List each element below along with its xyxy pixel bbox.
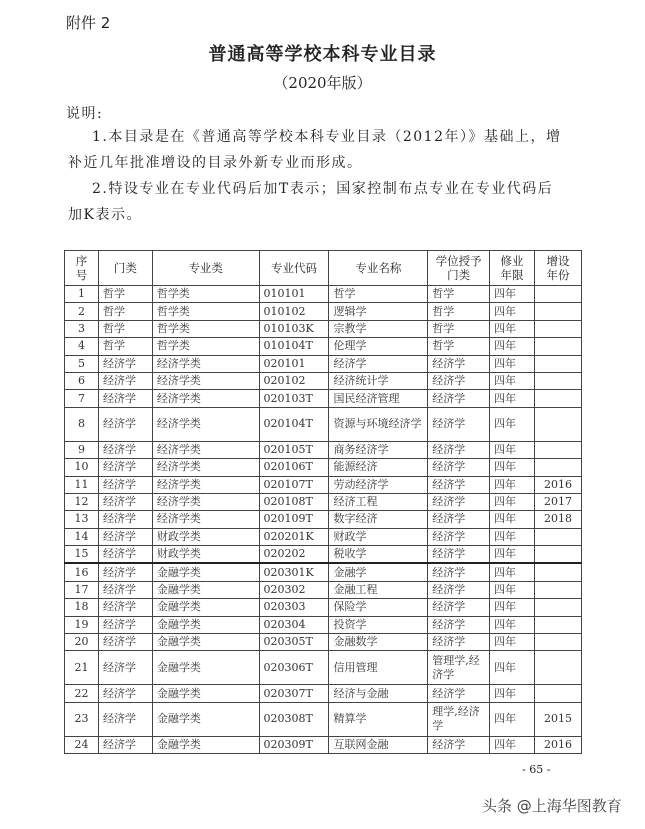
cell-year-added: 2015: [534, 702, 581, 736]
cell-year-added: [534, 634, 581, 651]
cell-degree: 经济学: [428, 563, 490, 581]
cell-category: 经济学: [98, 685, 152, 702]
header-category: 门类: [98, 251, 152, 286]
cell-subject-class: 金融学类: [152, 599, 259, 616]
table-row: [65, 685, 582, 702]
note-line: 1.本目录是在《普通高等学校本科专业目录（2012年）》基础上，增: [92, 129, 562, 145]
cell-subject-class: 金融学类: [152, 634, 259, 651]
cell-degree: 经济学: [428, 581, 490, 598]
cell-code: 020104T: [259, 407, 329, 441]
cell-index: 1: [65, 286, 99, 303]
cell-category: 经济学: [98, 493, 152, 510]
cell-year-added: [534, 303, 581, 320]
cell-duration: 四年: [490, 634, 535, 651]
cell-major-name: 保险学: [329, 599, 428, 616]
table-row: [65, 355, 582, 372]
cell-major-name: 国民经济管理: [329, 390, 428, 407]
cell-index: 6: [65, 372, 99, 389]
cell-subject-class: 经济学类: [152, 459, 259, 476]
cell-code: 020108T: [259, 493, 329, 510]
document-title: 普通高等学校本科专业目录: [208, 44, 437, 65]
cell-code: 020304: [259, 616, 329, 633]
cell-index: 7: [65, 390, 99, 407]
table-row: [65, 286, 582, 303]
cell-major-name: 互联网金融: [329, 736, 428, 753]
header-duration: 修业年限: [490, 251, 535, 286]
cell-code: 020103T: [259, 390, 329, 407]
cell-year-added: [534, 286, 581, 303]
cell-category: 经济学: [98, 651, 152, 685]
table-row: [65, 338, 582, 355]
cell-major-name: 伦理学: [329, 338, 428, 355]
cell-major-name: 宗教学: [329, 320, 428, 337]
cell-category: 经济学: [98, 581, 152, 598]
cell-subject-class: 经济学类: [152, 355, 259, 372]
cell-index: 17: [65, 581, 99, 598]
cell-major-name: 金融工程: [329, 581, 428, 598]
cell-index: 11: [65, 476, 99, 493]
cell-year-added: [534, 320, 581, 337]
major-catalog-table: [64, 250, 582, 754]
cell-duration: 四年: [490, 286, 535, 303]
cell-category: 经济学: [98, 372, 152, 389]
cell-duration: 四年: [490, 511, 535, 528]
table-row: [65, 390, 582, 407]
cell-year-added: 2016: [534, 736, 581, 753]
table-row: [65, 476, 582, 493]
header-year-added: 增设年份: [534, 251, 581, 286]
table-row: [65, 407, 582, 441]
cell-category: 经济学: [98, 355, 152, 372]
cell-major-name: 资源与环境经济学: [329, 407, 428, 441]
cell-degree: 经济学: [428, 372, 490, 389]
cell-subject-class: 金融学类: [152, 581, 259, 598]
cell-degree: 经济学: [428, 407, 490, 441]
cell-duration: 四年: [490, 355, 535, 372]
cell-index: 23: [65, 702, 99, 736]
cell-duration: 四年: [490, 407, 535, 441]
cell-year-added: [534, 390, 581, 407]
cell-index: 15: [65, 546, 99, 564]
cell-subject-class: 哲学类: [152, 286, 259, 303]
cell-major-name: 税收学: [329, 546, 428, 564]
cell-subject-class: 经济学类: [152, 493, 259, 510]
table-row: [65, 736, 582, 753]
cell-code: 020109T: [259, 511, 329, 528]
cell-subject-class: 经济学类: [152, 441, 259, 458]
cell-category: 哲学: [98, 338, 152, 355]
cell-major-name: 精算学: [329, 702, 428, 736]
cell-code: 020306T: [259, 651, 329, 685]
cell-index: 16: [65, 563, 99, 581]
cell-category: 经济学: [98, 390, 152, 407]
table-row: [65, 616, 582, 633]
cell-degree: 经济学: [428, 685, 490, 702]
table-row: [65, 511, 582, 528]
cell-degree: 哲学: [428, 303, 490, 320]
cell-index: 4: [65, 338, 99, 355]
cell-year-added: [534, 546, 581, 564]
cell-code: 010101: [259, 286, 329, 303]
cell-duration: 四年: [490, 303, 535, 320]
cell-code: 020105T: [259, 441, 329, 458]
cell-duration: 四年: [490, 320, 535, 337]
cell-degree: 经济学: [428, 493, 490, 510]
cell-degree: 经济学: [428, 736, 490, 753]
cell-major-name: 商务经济学: [329, 441, 428, 458]
cell-major-name: 经济学: [329, 355, 428, 372]
cell-year-added: [534, 355, 581, 372]
cell-major-name: 逻辑学: [329, 303, 428, 320]
table-row: [65, 581, 582, 598]
note-line: 补近几年批准增设的目录外新专业而形成。: [68, 155, 363, 171]
cell-subject-class: 经济学类: [152, 372, 259, 389]
cell-index: 8: [65, 407, 99, 441]
cell-code: 020302: [259, 581, 329, 598]
cell-major-name: 金融学: [329, 563, 428, 581]
cell-category: 经济学: [98, 634, 152, 651]
cell-degree: 管理学,经济学: [428, 651, 490, 685]
cell-duration: 四年: [490, 599, 535, 616]
cell-code: 020102: [259, 372, 329, 389]
cell-index: 24: [65, 736, 99, 753]
cell-duration: 四年: [490, 528, 535, 545]
table-row: [65, 563, 582, 581]
cell-category: 经济学: [98, 599, 152, 616]
cell-category: 哲学: [98, 320, 152, 337]
cell-index: 21: [65, 651, 99, 685]
cell-code: 020305T: [259, 634, 329, 651]
cell-subject-class: 财政学类: [152, 528, 259, 545]
cell-code: 010104T: [259, 338, 329, 355]
watermark: 头条 @上海华图教育: [482, 797, 622, 815]
notes-heading: 说明:: [66, 106, 104, 122]
page-number: - 65 -: [522, 763, 551, 776]
cell-subject-class: 哲学类: [152, 303, 259, 320]
cell-index: 18: [65, 599, 99, 616]
table-row: [65, 546, 582, 564]
cell-year-added: [534, 651, 581, 685]
cell-subject-class: 哲学类: [152, 320, 259, 337]
cell-duration: 四年: [490, 476, 535, 493]
cell-duration: 四年: [490, 616, 535, 633]
cell-major-name: 数字经济: [329, 511, 428, 528]
cell-year-added: 2018: [534, 511, 581, 528]
cell-major-name: 经济工程: [329, 493, 428, 510]
note-line: 加K表示。: [68, 207, 142, 223]
cell-index: 13: [65, 511, 99, 528]
cell-code: 020309T: [259, 736, 329, 753]
table-row: [65, 651, 582, 685]
cell-duration: 四年: [490, 651, 535, 685]
cell-code: 020107T: [259, 476, 329, 493]
cell-code: 020202: [259, 546, 329, 564]
cell-category: 经济学: [98, 736, 152, 753]
cell-category: 经济学: [98, 702, 152, 736]
cell-code: 020307T: [259, 685, 329, 702]
cell-degree: 经济学: [428, 476, 490, 493]
cell-duration: 四年: [490, 390, 535, 407]
table-header-row: [65, 251, 582, 286]
table-row: [65, 702, 582, 736]
cell-degree: 理学,经济学: [428, 702, 490, 736]
cell-category: 经济学: [98, 476, 152, 493]
attachment-label: 附件 2: [66, 14, 111, 32]
cell-duration: 四年: [490, 563, 535, 581]
cell-code: 010103K: [259, 320, 329, 337]
cell-degree: 哲学: [428, 338, 490, 355]
edition-label: （2020年版）: [273, 74, 372, 92]
cell-category: 哲学: [98, 286, 152, 303]
cell-category: 经济学: [98, 511, 152, 528]
cell-major-name: 财政学: [329, 528, 428, 545]
cell-subject-class: 金融学类: [152, 616, 259, 633]
cell-degree: 经济学: [428, 355, 490, 372]
cell-category: 经济学: [98, 546, 152, 564]
cell-duration: 四年: [490, 581, 535, 598]
cell-duration: 四年: [490, 459, 535, 476]
cell-index: 22: [65, 685, 99, 702]
cell-duration: 四年: [490, 546, 535, 564]
cell-subject-class: 经济学类: [152, 390, 259, 407]
cell-duration: 四年: [490, 685, 535, 702]
cell-major-name: 经济统计学: [329, 372, 428, 389]
cell-year-added: [534, 616, 581, 633]
cell-major-name: 信用管理: [329, 651, 428, 685]
cell-duration: 四年: [490, 702, 535, 736]
cell-code: 020301K: [259, 563, 329, 581]
cell-duration: 四年: [490, 493, 535, 510]
cell-degree: 经济学: [428, 390, 490, 407]
cell-year-added: 2017: [534, 493, 581, 510]
cell-degree: 经济学: [428, 634, 490, 651]
cell-year-added: 2016: [534, 476, 581, 493]
cell-degree: 经济学: [428, 459, 490, 476]
note-line: 2.特设专业在专业代码后加T表示；国家控制布点专业在专业代码后: [92, 181, 554, 197]
table-row: [65, 320, 582, 337]
cell-major-name: 经济与金融: [329, 685, 428, 702]
cell-degree: 经济学: [428, 528, 490, 545]
cell-year-added: [534, 372, 581, 389]
cell-major-name: 投资学: [329, 616, 428, 633]
cell-index: 20: [65, 634, 99, 651]
header-major-name: 专业名称: [329, 251, 428, 286]
cell-category: 经济学: [98, 528, 152, 545]
table-row: [65, 303, 582, 320]
header-code: 专业代码: [259, 251, 329, 286]
cell-year-added: [534, 599, 581, 616]
cell-subject-class: 财政学类: [152, 546, 259, 564]
cell-category: 经济学: [98, 407, 152, 441]
cell-subject-class: 经济学类: [152, 476, 259, 493]
cell-year-added: [534, 459, 581, 476]
cell-year-added: [534, 685, 581, 702]
cell-index: 2: [65, 303, 99, 320]
table-row: [65, 441, 582, 458]
cell-year-added: [534, 441, 581, 458]
cell-major-name: 能源经济: [329, 459, 428, 476]
cell-degree: 哲学: [428, 286, 490, 303]
cell-degree: 哲学: [428, 320, 490, 337]
table-row: [65, 493, 582, 510]
cell-duration: 四年: [490, 441, 535, 458]
cell-index: 19: [65, 616, 99, 633]
cell-degree: 经济学: [428, 599, 490, 616]
cell-subject-class: 经济学类: [152, 511, 259, 528]
cell-year-added: [534, 338, 581, 355]
cell-index: 9: [65, 441, 99, 458]
cell-subject-class: 金融学类: [152, 651, 259, 685]
cell-code: 020106T: [259, 459, 329, 476]
cell-category: 哲学: [98, 303, 152, 320]
cell-major-name: 金融数学: [329, 634, 428, 651]
cell-major-name: 哲学: [329, 286, 428, 303]
cell-duration: 四年: [490, 372, 535, 389]
cell-degree: 经济学: [428, 511, 490, 528]
cell-code: 010102: [259, 303, 329, 320]
cell-index: 5: [65, 355, 99, 372]
header-degree: 学位授予门类: [428, 251, 490, 286]
table-row: [65, 528, 582, 545]
cell-subject-class: 金融学类: [152, 563, 259, 581]
cell-code: 020303: [259, 599, 329, 616]
cell-index: 12: [65, 493, 99, 510]
table-row: [65, 599, 582, 616]
header-index: 序号: [65, 251, 99, 286]
header-subject-class: 专业类: [152, 251, 259, 286]
cell-code: 020308T: [259, 702, 329, 736]
table-row: [65, 372, 582, 389]
cell-index: 14: [65, 528, 99, 545]
cell-year-added: [534, 528, 581, 545]
cell-subject-class: 经济学类: [152, 407, 259, 441]
cell-degree: 经济学: [428, 441, 490, 458]
cell-subject-class: 金融学类: [152, 702, 259, 736]
cell-major-name: 劳动经济学: [329, 476, 428, 493]
cell-index: 3: [65, 320, 99, 337]
cell-year-added: [534, 581, 581, 598]
cell-code: 020101: [259, 355, 329, 372]
cell-subject-class: 哲学类: [152, 338, 259, 355]
table-row: [65, 459, 582, 476]
cell-category: 经济学: [98, 441, 152, 458]
cell-degree: 经济学: [428, 616, 490, 633]
cell-index: 10: [65, 459, 99, 476]
cell-code: 020201K: [259, 528, 329, 545]
cell-category: 经济学: [98, 459, 152, 476]
cell-year-added: [534, 563, 581, 581]
table-row: [65, 634, 582, 651]
cell-category: 经济学: [98, 563, 152, 581]
cell-duration: 四年: [490, 736, 535, 753]
cell-degree: 经济学: [428, 546, 490, 564]
cell-subject-class: 金融学类: [152, 685, 259, 702]
cell-category: 经济学: [98, 616, 152, 633]
cell-year-added: [534, 407, 581, 441]
cell-subject-class: 金融学类: [152, 736, 259, 753]
cell-duration: 四年: [490, 338, 535, 355]
